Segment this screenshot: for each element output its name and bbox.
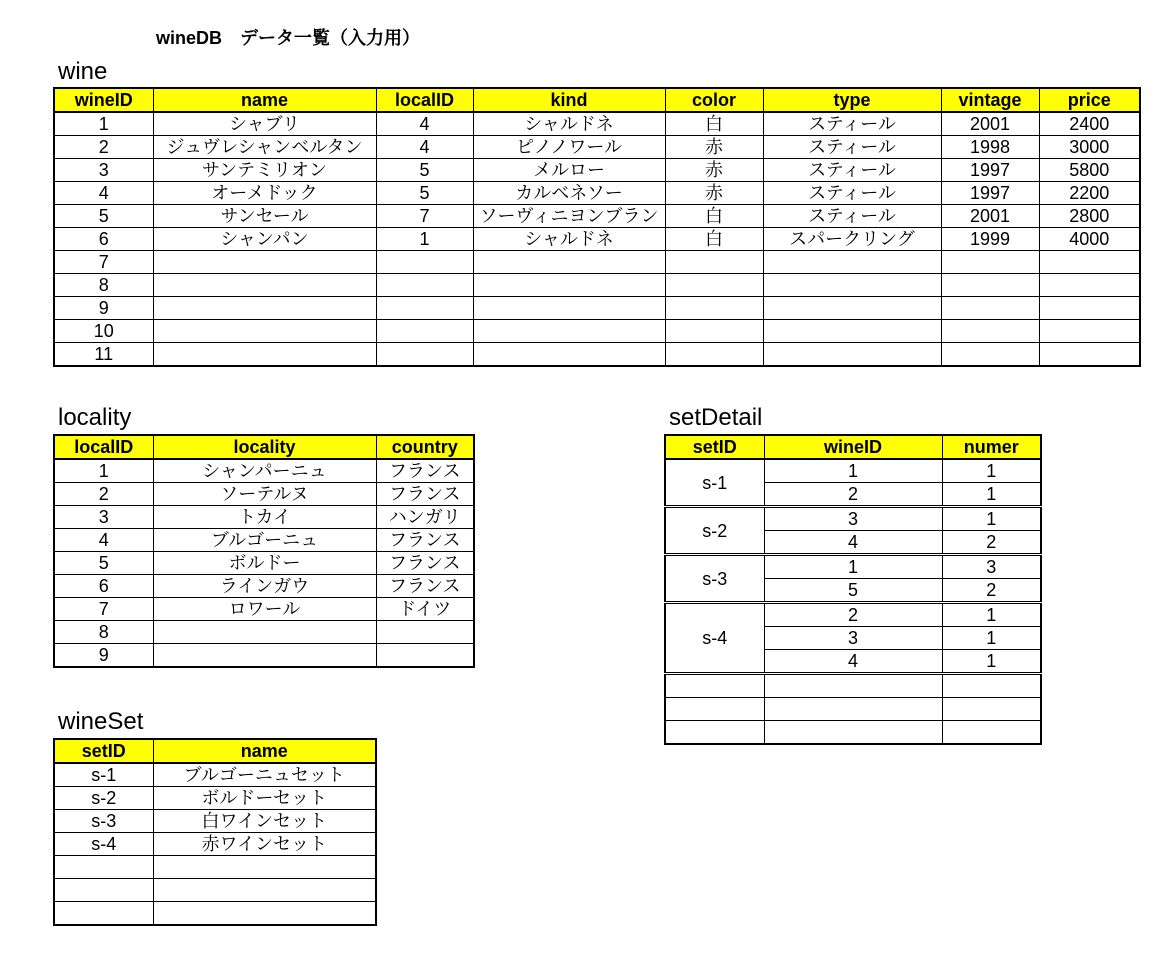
wineset-cell-setid bbox=[54, 902, 153, 926]
wine-cell-name: オーメドック bbox=[153, 182, 376, 205]
locality-cell-locality: ブルゴーニュ bbox=[153, 529, 376, 552]
wineset-row bbox=[54, 902, 376, 926]
wine-header-color: color bbox=[665, 88, 763, 112]
wine-cell-vintage: 2001 bbox=[941, 205, 1039, 228]
setdetail-header-wineid: wineID bbox=[764, 435, 942, 459]
locality-cell-locality: ソーテルヌ bbox=[153, 483, 376, 506]
setdetail-empty-row bbox=[665, 674, 1041, 698]
locality-cell-localid: 8 bbox=[54, 621, 153, 644]
wine-cell-wineid: 6 bbox=[54, 228, 153, 251]
wine-cell-name bbox=[153, 320, 376, 343]
locality-cell-locality: ボルドー bbox=[153, 552, 376, 575]
locality-row bbox=[54, 506, 474, 529]
wine-header-vintage: vintage bbox=[941, 88, 1039, 112]
wine-cell-color bbox=[665, 274, 763, 297]
wine-row bbox=[54, 112, 1140, 136]
setdetail-row bbox=[665, 459, 1041, 483]
wine-cell-localid bbox=[376, 274, 473, 297]
locality-cell-localid: 3 bbox=[54, 506, 153, 529]
setdetail-row bbox=[665, 555, 1041, 579]
setdetail-cell-wineid: 1 bbox=[764, 555, 942, 579]
wine-cell-wineid: 11 bbox=[54, 343, 153, 367]
setdetail-row bbox=[665, 603, 1041, 627]
wineset-row bbox=[54, 810, 376, 833]
wine-row bbox=[54, 320, 1140, 343]
wineset-cell-setid bbox=[54, 879, 153, 902]
locality-cell-localid: 5 bbox=[54, 552, 153, 575]
locality-cell-country: フランス bbox=[376, 575, 474, 598]
wine-cell-type: スティール bbox=[763, 112, 941, 136]
wine-cell-name: シャンパン bbox=[153, 228, 376, 251]
locality-row bbox=[54, 644, 474, 668]
wine-row bbox=[54, 205, 1140, 228]
wineset-cell-setid: s-3 bbox=[54, 810, 153, 833]
setdetail-header-numer: numer bbox=[942, 435, 1041, 459]
setdetail-cell-numer: 1 bbox=[942, 483, 1041, 507]
wine-cell-wineid: 9 bbox=[54, 297, 153, 320]
wine-cell-vintage bbox=[941, 343, 1039, 367]
wine-cell-wineid: 10 bbox=[54, 320, 153, 343]
wine-cell-color: 赤 bbox=[665, 182, 763, 205]
setdetail-cell-wineid: 2 bbox=[764, 603, 942, 627]
wine-cell-wineid: 7 bbox=[54, 251, 153, 274]
wineset-table-title: wineSet bbox=[58, 708, 144, 735]
wine-cell-type bbox=[763, 274, 941, 297]
setdetail-cell-setid: s-2 bbox=[665, 507, 764, 555]
wine-cell-type bbox=[763, 297, 941, 320]
wine-cell-price: 3000 bbox=[1039, 136, 1140, 159]
wine-cell-price: 2200 bbox=[1039, 182, 1140, 205]
wine-cell-localid: 4 bbox=[376, 112, 473, 136]
wine-cell-localid: 5 bbox=[376, 182, 473, 205]
wine-cell-name: シャブリ bbox=[153, 112, 376, 136]
locality-cell-country: ドイツ bbox=[376, 598, 474, 621]
wine-cell-kind bbox=[473, 343, 665, 367]
wineset-cell-name bbox=[153, 879, 376, 902]
locality-row bbox=[54, 529, 474, 552]
locality-table bbox=[53, 434, 475, 668]
locality-table-title: locality bbox=[58, 404, 132, 431]
setdetail-cell-wineid: 5 bbox=[764, 579, 942, 603]
wineset-cell-name: ボルドーセット bbox=[153, 787, 376, 810]
wine-cell-name bbox=[153, 251, 376, 274]
wine-cell-price: 4000 bbox=[1039, 228, 1140, 251]
wine-cell-name bbox=[153, 297, 376, 320]
wine-cell-name bbox=[153, 343, 376, 367]
wine-cell-type bbox=[763, 320, 941, 343]
wine-row bbox=[54, 251, 1140, 274]
wineset-cell-setid: s-2 bbox=[54, 787, 153, 810]
locality-cell-country bbox=[376, 644, 474, 668]
wine-row bbox=[54, 274, 1140, 297]
wine-cell-wineid: 5 bbox=[54, 205, 153, 228]
setdetail-empty-cell bbox=[665, 674, 764, 698]
wine-cell-color: 赤 bbox=[665, 136, 763, 159]
wine-cell-kind: シャルドネ bbox=[473, 228, 665, 251]
locality-cell-country: フランス bbox=[376, 459, 474, 483]
locality-cell-country: フランス bbox=[376, 552, 474, 575]
wineset-row bbox=[54, 856, 376, 879]
wine-cell-localid bbox=[376, 320, 473, 343]
setdetail-empty-row bbox=[665, 698, 1041, 721]
locality-row bbox=[54, 483, 474, 506]
setdetail-empty-cell bbox=[764, 721, 942, 745]
locality-cell-locality bbox=[153, 644, 376, 668]
wine-cell-localid bbox=[376, 343, 473, 367]
wine-cell-vintage: 1999 bbox=[941, 228, 1039, 251]
wine-cell-type: スパークリング bbox=[763, 228, 941, 251]
wine-cell-name: ジュヴレシャンベルタン bbox=[153, 136, 376, 159]
setdetail-empty-cell bbox=[942, 674, 1041, 698]
wine-cell-color: 白 bbox=[665, 228, 763, 251]
wine-cell-localid bbox=[376, 251, 473, 274]
wine-cell-localid bbox=[376, 297, 473, 320]
wine-cell-kind: ソーヴィニヨンブラン bbox=[473, 205, 665, 228]
setdetail-empty-cell bbox=[665, 721, 764, 745]
wine-cell-kind: カルベネソー bbox=[473, 182, 665, 205]
wineset-cell-setid bbox=[54, 856, 153, 879]
locality-cell-localid: 6 bbox=[54, 575, 153, 598]
wine-cell-kind bbox=[473, 274, 665, 297]
setdetail-cell-numer: 1 bbox=[942, 627, 1041, 650]
wine-row bbox=[54, 343, 1140, 367]
setdetail-cell-numer: 2 bbox=[942, 579, 1041, 603]
wine-cell-kind: シャルドネ bbox=[473, 112, 665, 136]
setdetail-empty-cell bbox=[942, 698, 1041, 721]
locality-cell-locality: シャンパーニュ bbox=[153, 459, 376, 483]
wine-header-name: name bbox=[153, 88, 376, 112]
wine-cell-type: スティール bbox=[763, 182, 941, 205]
wineset-row bbox=[54, 833, 376, 856]
wine-table bbox=[53, 87, 1141, 367]
setdetail-table-title: setDetail bbox=[669, 404, 763, 431]
wine-cell-price: 5800 bbox=[1039, 159, 1140, 182]
wine-cell-wineid: 8 bbox=[54, 274, 153, 297]
wine-cell-price bbox=[1039, 343, 1140, 367]
setdetail-cell-numer: 2 bbox=[942, 531, 1041, 555]
setdetail-empty-cell bbox=[942, 721, 1041, 745]
wine-row bbox=[54, 228, 1140, 251]
wine-cell-color bbox=[665, 320, 763, 343]
locality-header-locality: locality bbox=[153, 435, 376, 459]
wine-header-localid: localID bbox=[376, 88, 473, 112]
wine-cell-price bbox=[1039, 251, 1140, 274]
locality-row bbox=[54, 621, 474, 644]
wine-cell-name: サンセール bbox=[153, 205, 376, 228]
wineset-header-name: name bbox=[153, 739, 376, 763]
wine-row bbox=[54, 182, 1140, 205]
wine-row bbox=[54, 136, 1140, 159]
wine-row bbox=[54, 159, 1140, 182]
wine-cell-kind bbox=[473, 320, 665, 343]
setdetail-empty-cell bbox=[764, 674, 942, 698]
locality-row bbox=[54, 598, 474, 621]
setdetail-cell-numer: 1 bbox=[942, 459, 1041, 483]
wine-cell-localid: 1 bbox=[376, 228, 473, 251]
locality-header-localid: localID bbox=[54, 435, 153, 459]
wine-cell-color bbox=[665, 297, 763, 320]
setdetail-row bbox=[665, 507, 1041, 531]
setdetail-cell-numer: 1 bbox=[942, 507, 1041, 531]
wine-cell-vintage: 2001 bbox=[941, 112, 1039, 136]
wine-cell-vintage bbox=[941, 297, 1039, 320]
setdetail-cell-wineid: 3 bbox=[764, 507, 942, 531]
wine-cell-price: 2800 bbox=[1039, 205, 1140, 228]
wine-row bbox=[54, 297, 1140, 320]
wineset-cell-name: ブルゴーニュセット bbox=[153, 763, 376, 787]
wineset-cell-setid: s-1 bbox=[54, 763, 153, 787]
wine-cell-wineid: 2 bbox=[54, 136, 153, 159]
wine-cell-type: スティール bbox=[763, 159, 941, 182]
locality-cell-localid: 2 bbox=[54, 483, 153, 506]
locality-cell-localid: 1 bbox=[54, 459, 153, 483]
wine-cell-type bbox=[763, 251, 941, 274]
page-title: wineDB データ一覧（入力用） bbox=[156, 28, 421, 48]
locality-cell-localid: 4 bbox=[54, 529, 153, 552]
wine-cell-kind bbox=[473, 251, 665, 274]
wine-cell-price bbox=[1039, 320, 1140, 343]
setdetail-cell-wineid: 4 bbox=[764, 650, 942, 674]
wineset-cell-name bbox=[153, 856, 376, 879]
wineset-header-setid: setID bbox=[54, 739, 153, 763]
locality-cell-locality: ラインガウ bbox=[153, 575, 376, 598]
wine-cell-color: 赤 bbox=[665, 159, 763, 182]
setdetail-cell-wineid: 2 bbox=[764, 483, 942, 507]
locality-cell-country: フランス bbox=[376, 529, 474, 552]
wine-cell-price bbox=[1039, 297, 1140, 320]
setdetail-cell-numer: 1 bbox=[942, 650, 1041, 674]
locality-row bbox=[54, 552, 474, 575]
wine-cell-color bbox=[665, 251, 763, 274]
wine-cell-name: サンテミリオン bbox=[153, 159, 376, 182]
setdetail-cell-wineid: 3 bbox=[764, 627, 942, 650]
wine-cell-color: 白 bbox=[665, 205, 763, 228]
locality-header-country: country bbox=[376, 435, 474, 459]
wineset-cell-name: 白ワインセット bbox=[153, 810, 376, 833]
wine-cell-localid: 4 bbox=[376, 136, 473, 159]
wine-cell-kind: ピノノワール bbox=[473, 136, 665, 159]
wineset-row bbox=[54, 763, 376, 787]
locality-cell-localid: 7 bbox=[54, 598, 153, 621]
wine-cell-wineid: 3 bbox=[54, 159, 153, 182]
locality-cell-locality: トカイ bbox=[153, 506, 376, 529]
wine-cell-kind: メルロー bbox=[473, 159, 665, 182]
wine-cell-vintage: 1998 bbox=[941, 136, 1039, 159]
wine-cell-localid: 5 bbox=[376, 159, 473, 182]
wine-header-kind: kind bbox=[473, 88, 665, 112]
wineset-row bbox=[54, 879, 376, 902]
wineset-cell-name: 赤ワインセット bbox=[153, 833, 376, 856]
wine-cell-vintage bbox=[941, 274, 1039, 297]
locality-row bbox=[54, 459, 474, 483]
setdetail-cell-wineid: 1 bbox=[764, 459, 942, 483]
locality-row bbox=[54, 575, 474, 598]
wine-cell-vintage: 1997 bbox=[941, 159, 1039, 182]
wine-cell-vintage bbox=[941, 251, 1039, 274]
wine-cell-wineid: 4 bbox=[54, 182, 153, 205]
setdetail-empty-cell bbox=[665, 698, 764, 721]
wine-cell-vintage bbox=[941, 320, 1039, 343]
wine-cell-color bbox=[665, 343, 763, 367]
wineset-table bbox=[53, 738, 377, 926]
wine-cell-vintage: 1997 bbox=[941, 182, 1039, 205]
wine-cell-type bbox=[763, 343, 941, 367]
locality-cell-locality bbox=[153, 621, 376, 644]
setdetail-table bbox=[664, 434, 1042, 745]
setdetail-empty-cell bbox=[764, 698, 942, 721]
wine-header-wineid: wineID bbox=[54, 88, 153, 112]
wine-header-price: price bbox=[1039, 88, 1140, 112]
setdetail-cell-numer: 1 bbox=[942, 603, 1041, 627]
setdetail-empty-row bbox=[665, 721, 1041, 745]
wineset-cell-name bbox=[153, 902, 376, 926]
setdetail-cell-setid: s-3 bbox=[665, 555, 764, 603]
wineset-row bbox=[54, 787, 376, 810]
wine-cell-localid: 7 bbox=[376, 205, 473, 228]
locality-cell-locality: ロワール bbox=[153, 598, 376, 621]
wine-cell-price bbox=[1039, 274, 1140, 297]
wine-cell-name bbox=[153, 274, 376, 297]
setdetail-cell-setid: s-4 bbox=[665, 603, 764, 674]
setdetail-cell-setid: s-1 bbox=[665, 459, 764, 507]
setdetail-header-setid: setID bbox=[665, 435, 764, 459]
wine-cell-wineid: 1 bbox=[54, 112, 153, 136]
wine-cell-kind bbox=[473, 297, 665, 320]
wine-cell-color: 白 bbox=[665, 112, 763, 136]
locality-cell-country: ハンガリ bbox=[376, 506, 474, 529]
wine-header-type: type bbox=[763, 88, 941, 112]
wine-table-title: wine bbox=[58, 58, 108, 85]
wine-cell-type: スティール bbox=[763, 136, 941, 159]
locality-cell-localid: 9 bbox=[54, 644, 153, 668]
locality-cell-country: フランス bbox=[376, 483, 474, 506]
setdetail-cell-numer: 3 bbox=[942, 555, 1041, 579]
wineset-cell-setid: s-4 bbox=[54, 833, 153, 856]
locality-cell-country bbox=[376, 621, 474, 644]
wine-cell-type: スティール bbox=[763, 205, 941, 228]
setdetail-cell-wineid: 4 bbox=[764, 531, 942, 555]
wine-cell-price: 2400 bbox=[1039, 112, 1140, 136]
